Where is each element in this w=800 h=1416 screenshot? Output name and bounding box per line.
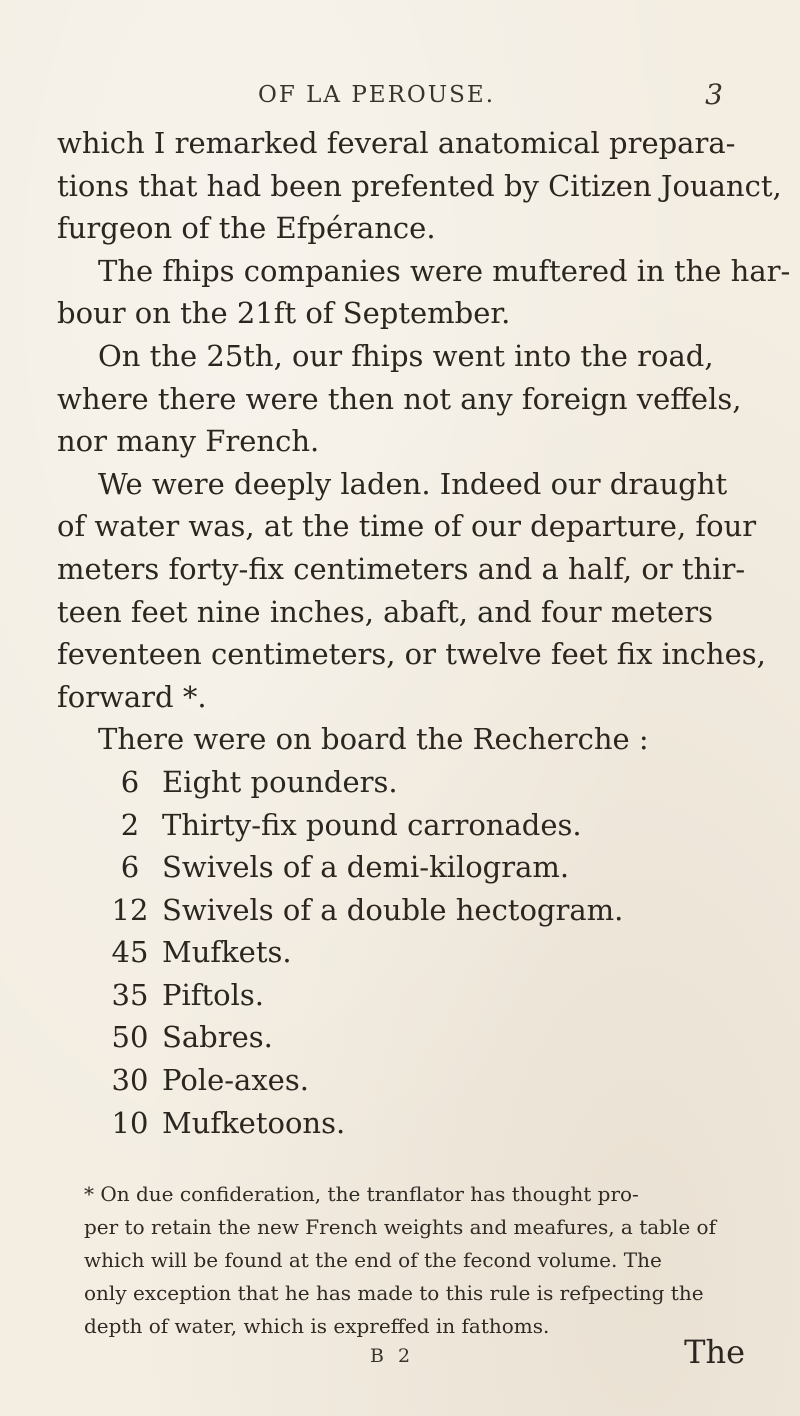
running-title: OF LA PEROUSE. [258,82,495,108]
list-item [98,1102,747,1145]
item-quantity: 2 [120,807,140,842]
item-quantity: 45 [111,935,149,970]
list-item [98,931,747,974]
item-description: Swivels of a demi-kilogram. [162,850,570,885]
list-item [98,761,747,804]
list-item [98,846,747,889]
text-line: forward *. [57,679,207,714]
text-line: The fhips companies were muftered in the har- [98,253,791,288]
item-description: Pole-axes. [162,1063,309,1098]
signature-mark: B 2 [370,1345,415,1367]
list-item [98,1059,747,1102]
item-quantity: 6 [120,764,140,799]
item-description: Sabres. [162,1020,273,1055]
text-line: teen feet nine inches, abaft, and four meters [57,594,714,629]
list-item [98,804,747,847]
text-line: meters forty-fix centimeters and a half, or thir- [57,551,746,586]
text-line: where there were then not any foreign veffels, [57,381,742,416]
text-line: tions that had been prefented by Citizen Jouanct, [57,168,782,203]
text-line: bour on the 21ft of September. [57,296,511,331]
list-item [98,889,747,932]
item-quantity: 35 [111,977,149,1012]
text-line: of water was, at the time of our departure, four [57,509,757,544]
item-description: Piftols. [162,977,265,1012]
page-number: 3 [705,78,723,111]
text-line: which I remarked feveral anatomical prepara- [57,126,736,160]
item-quantity: 12 [111,892,149,927]
text-line: On the 25th, our fhips went into the road, [98,338,714,373]
footnote-line: depth of water, which is expreffed in fathoms. [84,1314,550,1338]
text-line: We were deeply laden. Indeed our draught [98,466,728,501]
text-line: furgeon of the Efpérance. [57,211,436,246]
body-text [57,122,791,1144]
footnote [84,1178,754,1343]
footnote-line: which will be found at the end of the fecond volume. The [84,1248,662,1272]
text-line: feventeen centimeters, or twelve feet fix inches, [57,637,766,672]
item-description: Mufketoons. [162,1105,346,1140]
text-line: There were on board the Recherche : [98,722,649,757]
list-item [98,1016,747,1059]
footnote-line: only exception that he has made to this rule is refpecting the [84,1281,704,1305]
item-quantity: 30 [111,1063,149,1098]
catchword: The [684,1333,745,1371]
item-description: Eight pounders. [162,764,398,799]
footnote-line: per to retain the new French weights and meafures, a table of [84,1215,717,1239]
item-description: Thirty-fix pound carronades. [162,807,582,842]
item-quantity: 6 [120,850,140,885]
item-quantity: 10 [111,1105,149,1140]
text-line: nor many French. [57,424,320,459]
item-description: Swivels of a double hectogram. [162,892,624,927]
item-description: Mufkets. [162,935,292,970]
armament-list [98,761,747,1144]
list-item [98,974,747,1017]
item-quantity: 50 [111,1020,149,1055]
footnote-line: * On due confideration, the tranflator has thought pro- [84,1182,639,1206]
